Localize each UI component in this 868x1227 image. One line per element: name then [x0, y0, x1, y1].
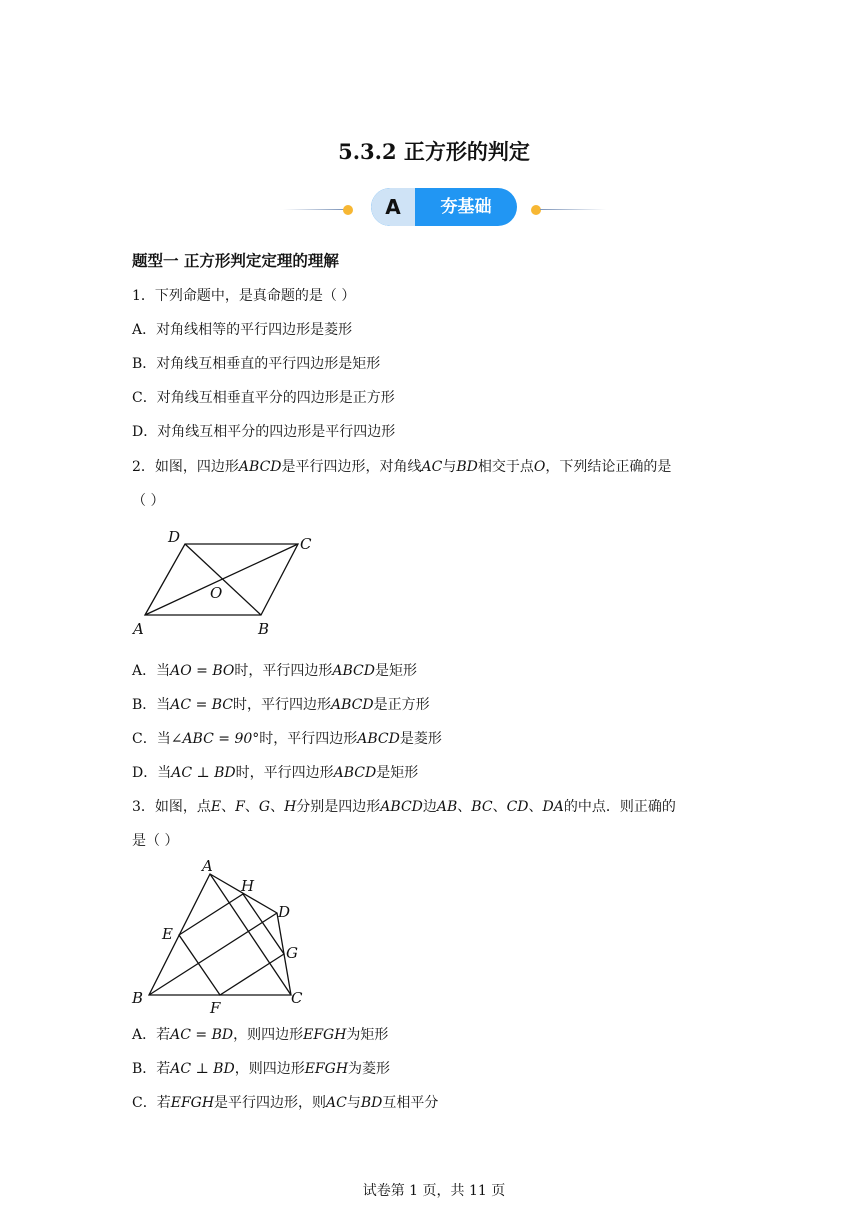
- label-h: H: [241, 877, 255, 895]
- label-d: D: [278, 903, 291, 921]
- label-b: B: [258, 620, 270, 638]
- diagonal-bd: [185, 544, 261, 615]
- banner-left-dot: [343, 205, 353, 215]
- section-heading: 题型一 正方形判定定理的理解: [132, 251, 339, 270]
- banner-letter: A: [371, 188, 415, 226]
- q3-stem: 3．如图，点E、F、G、H分别是四边形ABCD边AB、BC、CD、DA的中点．则正确的: [132, 799, 676, 815]
- q1-option-c: C．对角线互相垂直平分的四边形是正方形: [132, 390, 395, 406]
- label-b: B: [132, 989, 144, 1007]
- q2-option-d: D．当AC ⊥ BD时，平行四边形ABCD是矩形: [132, 765, 419, 781]
- label-c: C: [300, 535, 312, 553]
- q1-option-d: D．对角线互相平分的四边形是平行四边形: [132, 424, 396, 440]
- q3-stem-tail: 是（ ）: [132, 833, 179, 849]
- q2-option-b: B．当AC = BC时，平行四边形ABCD是正方形: [132, 697, 430, 713]
- quadrilateral-efgh: [179, 894, 284, 995]
- q1-option-a: A．对角线相等的平行四边形是菱形: [132, 322, 353, 338]
- q1-option-b: B．对角线互相垂直的平行四边形是矩形: [132, 356, 381, 372]
- label-g: G: [286, 944, 298, 962]
- q2-option-a: A．当AO = BO时，平行四边形ABCD是矩形: [132, 663, 417, 679]
- page-footer: 试卷第 1 页，共 11 页: [362, 1183, 506, 1199]
- label-a: A: [133, 620, 144, 638]
- label-a: A: [202, 857, 213, 875]
- q3-option-b: B．若AC ⊥ BD，则四边形EFGH为菱形: [132, 1061, 391, 1077]
- banner-left-line: [283, 209, 345, 210]
- section-banner: [371, 188, 517, 226]
- q2-stem-tail: （ ）: [132, 493, 165, 509]
- q3-option-c: C．若EFGH是平行四边形，则AC与BD互相平分: [132, 1095, 439, 1111]
- q2-parallelogram-figure: [128, 524, 328, 642]
- q1-stem: 1．下列命题中，是真命题的是（ ）: [132, 288, 356, 304]
- q2-stem: 2．如图，四边形ABCD是平行四边形，对角线AC与BD相交于点O，下列结论正确的是: [132, 459, 672, 475]
- label-d: D: [168, 528, 181, 546]
- q3-quadrilateral-figure: [128, 855, 318, 1019]
- label-f: F: [210, 999, 221, 1017]
- q2-option-c: C．当∠ABC = 90°时，平行四边形ABCD是菱形: [132, 731, 442, 747]
- label-o: O: [210, 584, 223, 602]
- label-e: E: [162, 925, 173, 943]
- label-c: C: [291, 989, 303, 1007]
- banner-right-line: [540, 209, 606, 210]
- q3-option-a: A．若AC = BD，则四边形EFGH为矩形: [132, 1027, 389, 1043]
- banner-right-dot: [531, 205, 541, 215]
- banner-label: 夯基础: [440, 197, 492, 217]
- diagonal-ac: [145, 544, 298, 615]
- page-title: 5.3.2 正方形的判定: [338, 139, 530, 164]
